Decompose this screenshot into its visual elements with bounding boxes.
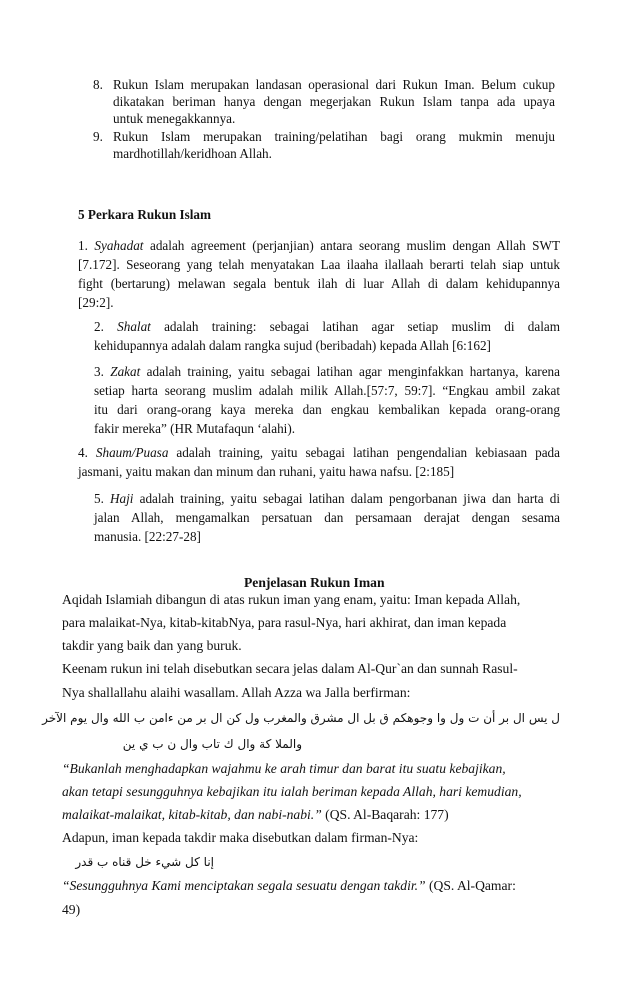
arabic-verse: إنا كل شيء خل قناه ب قدر: [75, 855, 214, 869]
text-line: para malaikat-Nya, kitab-kitabNya, para rasul-Nya, hari akhirat, dan iman kepada: [62, 615, 507, 630]
text-line: setiap harta seorang muslim adalah milik Allah.[57:7, 59:7]. “Engkau ambil zakat: [94, 383, 560, 398]
text-line: Rukun Islam merupakan landasan operasional dari Rukun Iman. Belum cukup: [113, 77, 555, 92]
text-line: jalan Allah, mengamalkan persatuan dan persamaan derajat dengan sesama: [94, 510, 560, 525]
term: Zakat: [110, 364, 141, 379]
text-line: fakir mereka” (HR Mutafaqun ‘alahi).: [94, 421, 296, 436]
quote-line: “Bukanlah menghadapkan wajahmu ke arah timur dan barat itu suatu kebajikan,: [62, 761, 506, 776]
text-line: 3. Zakat adalah training, yaitu sebagai latihan agar menginfakkan hartanya, karena: [94, 364, 560, 379]
text-line: 1. Syahadat adalah agreement (perjanjian) antara seorang muslim dengan Allah SWT: [78, 238, 560, 253]
list-number: 9.: [93, 129, 103, 144]
text-line: untuk menegakkannya.: [113, 111, 236, 126]
text-line: [29:2].: [78, 295, 114, 310]
arabic-verse: ل يس ال بر أن ت ول وا وجوهكم ق بل ال مشرق والمغرب ول كن ال بر من ءامن ب الله وال يوم الآخر: [42, 711, 560, 725]
text-line: jasmani, yaitu makan dan minum dan ruhani, yaitu hawa nafsu. [2:185]: [78, 464, 455, 479]
term: Syahadat: [94, 238, 144, 253]
quote-reference: 49): [62, 902, 81, 917]
section-heading: Penjelasan Rukun Iman: [244, 575, 385, 590]
text-line: takdir yang baik dan yang buruk.: [62, 638, 242, 653]
text-line: Keenam rukun ini telah disebutkan secara jelas dalam Al-Qur`an dan sunnah Rasul-: [62, 661, 518, 676]
text-line: itu dari orang-orang kaya mereka dan engkau kembalikan kepada orang-orang: [94, 402, 560, 417]
list-number: 8.: [93, 77, 103, 92]
text-line: Aqidah Islamiah dibangun di atas rukun iman yang enam, yaitu: Iman kepada Allah,: [62, 592, 521, 607]
text-line: [7.172]. Seseorang yang telah menyatakan Laa ilaaha ilallaah berarti telah siap untuk: [78, 257, 560, 272]
text-line: Rukun Islam merupakan training/pelatihan bagi orang mukmin menuju: [113, 129, 555, 144]
quote-line: akan tetapi sesungguhnya kebajikan itu ialah beriman kepada Allah, hari kemudian,: [62, 784, 522, 799]
text-line: Adapun, iman kepada takdir maka disebutkan dalam firman-Nya:: [62, 830, 419, 845]
quote-reference: (QS. Al-Baqarah: 177): [321, 807, 449, 822]
text-line: Nya shallallahu alaihi wasallam. Allah Azza wa Jalla berfirman:: [62, 685, 411, 700]
text-line: fight (bertarung) melawan segala bentuk ilah di luar Allah di dalam kehidupannya: [78, 276, 560, 291]
section-heading: 5 Perkara Rukun Islam: [78, 207, 211, 222]
text-line: kehidupannya adalah dalam rangka sujud (beribadah) kepada Allah [6:162]: [94, 338, 491, 353]
quote-reference: (QS. Al-Qamar:: [425, 878, 516, 893]
text-line: 5. Haji adalah training, yaitu sebagai latihan dalam pengorbanan jiwa dan harta di: [94, 491, 560, 506]
section-body: [42, 0, 562, 1003]
term: Shaum/Puasa: [95, 445, 169, 460]
term: Shalat: [117, 319, 151, 334]
quote-line: “Sesungguhnya Kami menciptakan segala sesuatu dengan takdir.” (QS. Al-Qamar:: [62, 878, 516, 893]
text-line: dikatakan beriman hanya dengan megerjakan Rukun Islam tanpa ada upaya: [113, 94, 555, 109]
text-line: 4. Shaum/Puasa adalah training, yaitu sebagai latihan pengendalian kebiasaan pada: [78, 445, 560, 460]
term: Haji: [110, 491, 134, 506]
arabic-verse: والملا كة وال ك تاب وال ن ب ي ين: [122, 737, 302, 751]
text-line: mardhotillah/keridhoan Allah.: [113, 146, 272, 161]
quote-line: malaikat-malaikat, kitab-kitab, dan nabi-nabi.” (QS. Al-Baqarah: 177): [62, 807, 449, 822]
text-line: 2. Shalat adalah training: sebagai latihan agar setiap muslim di dalam: [94, 319, 561, 334]
text-line: manusia. [22:27-28]: [94, 529, 201, 544]
